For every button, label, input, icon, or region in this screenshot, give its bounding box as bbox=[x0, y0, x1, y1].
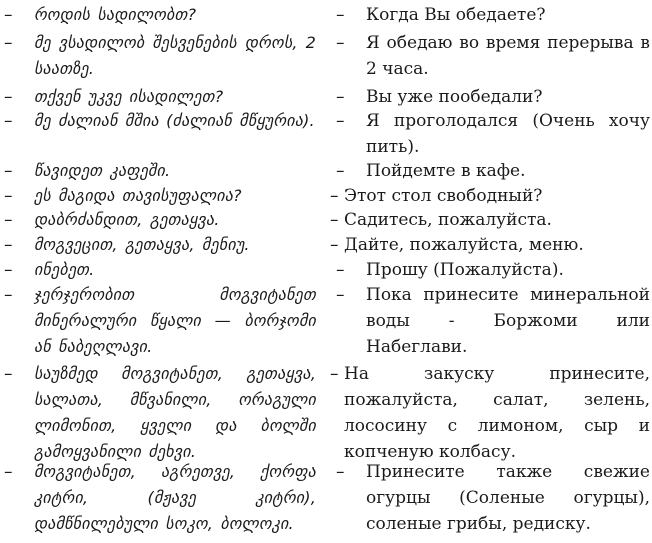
georgian-phrase: ჯერჯერობით მოგვიტანეთ მინერალური წყალი — ბორჯომი ან ნაბეღლავი. bbox=[34, 285, 316, 356]
dash-marker: – bbox=[330, 235, 339, 255]
dash-marker: – bbox=[336, 285, 345, 305]
list-item bbox=[0, 108, 318, 160]
list-item bbox=[0, 361, 318, 461]
russian-phrase: Я проголодался (Очень хочу пить). bbox=[366, 111, 650, 157]
list-item bbox=[0, 232, 318, 258]
list-item bbox=[330, 30, 652, 82]
dash-marker: – bbox=[336, 111, 345, 131]
dash-marker: – bbox=[4, 364, 13, 384]
georgian-phrase: მე ძალიან მშია (ძალიან მწყურია). bbox=[34, 111, 315, 130]
dash-marker: – bbox=[4, 285, 13, 305]
list-item bbox=[330, 459, 652, 537]
list-item bbox=[0, 257, 318, 283]
list-item bbox=[0, 207, 318, 233]
dash-marker: – bbox=[4, 210, 13, 230]
russian-phrase: Когда Вы обедаете? bbox=[366, 5, 546, 25]
dash-marker: – bbox=[330, 210, 339, 230]
georgian-phrase: მე ვსადილობ შესვენების დროს, 2 საათზე. bbox=[34, 33, 316, 78]
russian-phrase: Дайте, пожалуйста, меню. bbox=[344, 235, 584, 255]
russian-phrase: На закуску принесите, пожалуйста, салат, зелень, лососину с лимоном, сыр и копченую колбасу. bbox=[344, 364, 650, 462]
russian-phrase: Пойдемте в кафе. bbox=[366, 161, 526, 181]
list-item bbox=[330, 158, 652, 184]
dash-marker: – bbox=[4, 87, 13, 107]
list-item bbox=[330, 108, 652, 160]
list-item bbox=[330, 232, 652, 258]
list-item bbox=[0, 459, 318, 537]
russian-phrase: Этот стол свободный? bbox=[344, 186, 543, 206]
georgian-phrase: ეს მაგიდა თავისუფალია? bbox=[34, 186, 242, 205]
russian-phrase: Вы уже пообедали? bbox=[366, 87, 543, 107]
dash-marker: – bbox=[4, 235, 13, 255]
russian-phrase: Прошу (Пожалуйста). bbox=[366, 260, 564, 280]
list-item bbox=[330, 207, 652, 233]
georgian-phrase: წავიდეთ კაფეში. bbox=[34, 161, 171, 180]
list-item bbox=[330, 282, 652, 360]
georgian-phrase: თქვენ უკვე ისადილეთ? bbox=[34, 87, 224, 106]
list-item bbox=[330, 183, 652, 209]
dash-marker: – bbox=[4, 161, 13, 181]
list-item bbox=[0, 282, 318, 360]
list-item bbox=[0, 84, 318, 110]
list-item bbox=[330, 84, 652, 110]
list-item bbox=[0, 158, 318, 184]
dash-marker: – bbox=[4, 462, 13, 482]
dash-marker: – bbox=[336, 462, 345, 482]
dash-marker: – bbox=[4, 260, 13, 280]
list-item bbox=[0, 2, 318, 28]
list-item bbox=[0, 183, 318, 209]
dash-marker: – bbox=[336, 5, 345, 25]
dash-marker: – bbox=[336, 33, 345, 53]
georgian-phrase: ინებეთ. bbox=[34, 260, 95, 279]
georgian-phrase: საუზმედ მოგვიტანეთ, გეთაყვა, სალათა, მწვანილი, ორაგული ლიმონით, ყველი და ბოლში გამოყვანილი ძეხვი. bbox=[34, 364, 316, 461]
list-item bbox=[0, 30, 318, 82]
dash-marker: – bbox=[4, 111, 13, 131]
list-item bbox=[330, 2, 652, 28]
list-item bbox=[330, 361, 652, 461]
georgian-phrase: როდის სადილობთ? bbox=[34, 5, 197, 24]
russian-phrase: Принесите также свежие огурцы (Соленые огурцы), соленые грибы, редиску. bbox=[366, 462, 650, 534]
dash-marker: – bbox=[330, 186, 339, 206]
russian-phrase: Я обедаю во время перерыва в 2 часа. bbox=[366, 33, 650, 79]
georgian-phrase: მოგვეცით, გეთაყვა, მენიუ. bbox=[34, 235, 250, 254]
dash-marker: – bbox=[336, 260, 345, 280]
georgian-phrase: დაბრძანდით, გეთაყვა. bbox=[34, 210, 220, 229]
georgian-phrase: მოგვიტანეთ, აგრეთვე, ქორფა კიტრი, (მჟავე კიტრი), დამწნილებული სოკო, ბოლოკი. bbox=[34, 462, 316, 533]
dash-marker: – bbox=[330, 364, 339, 384]
dash-marker: – bbox=[4, 5, 13, 25]
dash-marker: – bbox=[4, 186, 13, 206]
russian-phrase: Пока принесите минеральной воды - Боржоми или Набеглави. bbox=[366, 285, 650, 357]
dash-marker: – bbox=[4, 33, 13, 53]
list-item bbox=[330, 257, 652, 283]
dash-marker: – bbox=[336, 87, 345, 107]
russian-phrase: Садитесь, пожалуйста. bbox=[344, 210, 552, 230]
dash-marker: – bbox=[336, 161, 345, 181]
